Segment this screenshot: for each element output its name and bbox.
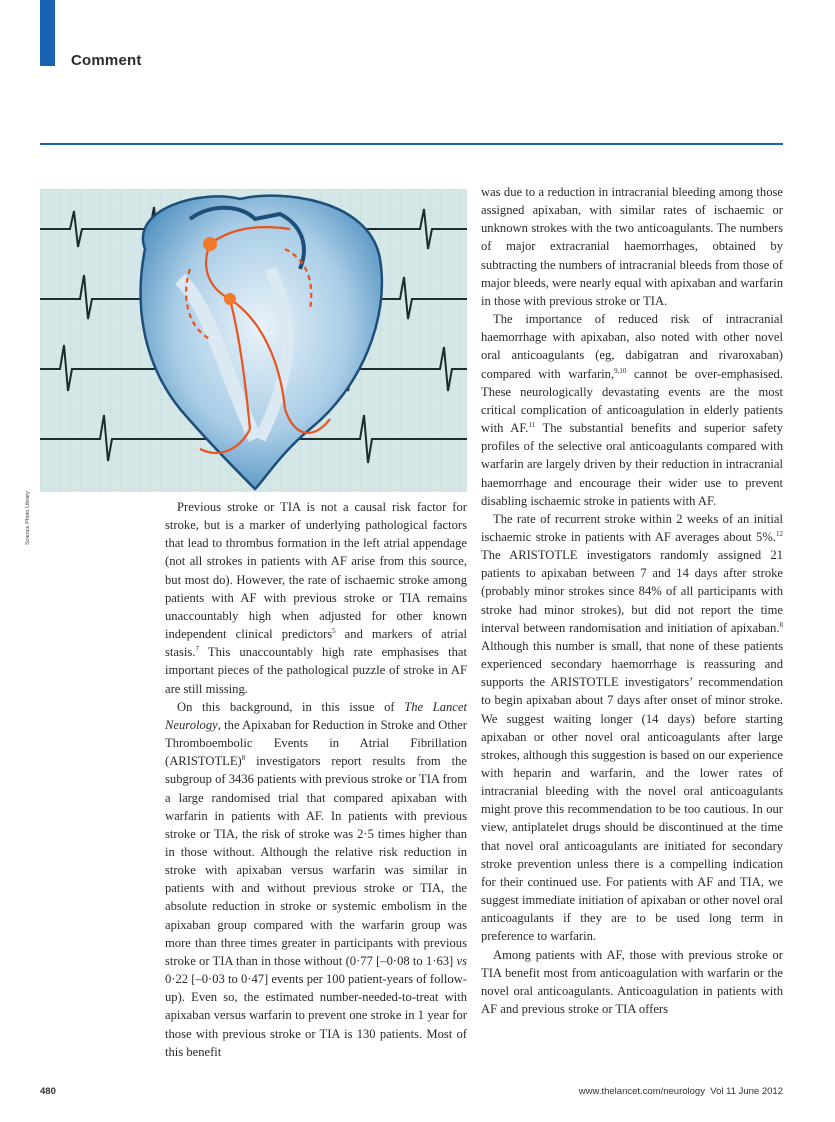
- left-column: [165, 498, 467, 1061]
- journal-footer: [579, 1086, 783, 1097]
- heart-illustration-icon: [40, 189, 467, 492]
- header-rule: [40, 143, 783, 145]
- heart-illustration: [40, 189, 467, 492]
- section-accent-bar: [40, 0, 55, 66]
- right-paragraph-2: The importance of reduced risk of intracranial haemorrhage with apixaban, also noted with other novel oral anticoagulants (eg, dabigatran and rivaroxaban) compared with warfarin,$^{9,10}$ cannot be over-emphasised. These neurologically devastating events are the most critical complication of anticoagulation in elderly patients with AF.$^{11}$ The substantial benefits and superior safety profiles of the selective oral anticoagulants compared with warfarin are largely driven by their reduction in intracranial haemorrhage and encourage their wider use to prevent disabling ischaemic stroke in patients with AF.: [481, 312, 784, 508]
- right-paragraph-3: The rate of recurrent stroke within 2 weeks of an initial ischaemic stroke in patients with AF averages about 5%.$^{12}$ The ARISTOTLE investigators randomly assigned 21 patients to apixaban between 7 and 14 days after stroke (probably minor strokes since 84% of all participants with stroke had minor strokes), but did not report the time interval between randomisation and initiation of apixaban.$^8$ Although this number is small, that none of these patients experienced secondary haemorrhage is reassuring and supports the ARISTOTLE investigators’ recommendation to begin apixaban about 7 days after onset of minor stroke. We suggest waiting longer (14 days) before starting apixaban or other novel oral anticoagulants after large strokes, although this suggestion is based on our experience with heparin and warfarin, and the lower rates of intracranial bleeding with the novel oral anticoagulants might prove this recommendation to be too cautious. In our view, antiplatelet drugs should be discontinued at the time that novel oral anticoagulants are initiated for secondary stroke prevention unless there is a compelling indication for their continued use. For patients with AF and TIA, we suggest immediate initiation of apixaban or other novel oral anticoagulants if they are to be used long term in preference to warfarin.: [481, 511, 783, 944]
- journal-issue: Vol 11 June 2012: [710, 1086, 783, 1097]
- left-paragraph-2: On this background, in this issue of The Lancet Neurology, the Apixaban for Reduction in Stroke and Other Thromboembolic Events in Atrial Fibrillation (ARISTOTLE)$^8$ investigators report results from the subgroup of 3436 patients with previous stroke or TIA from a large randomised trial that compared apixaban with warfarin in patients with AF. In patients with previous stroke or TIA, the risk of stroke was 2·5 times higher than in those without. Although the relative risk reduction in stroke with apixaban versus warfarin was similar in patients with and without previous stroke or TIA, the absolute reduction in stroke or systemic embolism in the apixaban group compared with the warfarin group was more than three times greater in participants with previous stroke or TIA than in those without (0·77 [–0·08 to 1·63] vs 0·22 [–0·03 to 0·47] events per 100 patient-years of follow-up). Even so, the estimated number-needed-to-treat with apixaban versus warfarin to prevent one stroke in 1 year for those with previous stroke or TIA is 130 patients. Most of this benefit: [165, 699, 467, 1059]
- right-paragraph-4: Among patients with AF, those with previous stroke or TIA benefit most from anticoagulation with warfarin or the novel oral anticoagulants. Anticoagulation in patients with AF and previous stroke or TIA offers: [481, 947, 783, 1017]
- right-paragraph-1: was due to a reduction in intracranial bleeding among those assigned apixaban, with similar rates of ischaemic or unknown strokes with the two anticoagulants. The numbers of major extracranial haemorrhages, obtained by subtracting the numbers of intracranial bleeds from those of major bleeds, were nearly equal with apixaban and warfarin in those with previous stroke or TIA.: [481, 185, 783, 308]
- section-title: Comment: [71, 52, 142, 69]
- journal-url: www.thelancet.com/neurology: [578, 1086, 705, 1097]
- right-column: [481, 183, 783, 1018]
- page-number: 480: [40, 1086, 56, 1097]
- left-paragraph-1: Previous stroke or TIA is not a causal risk factor for stroke, but is a marker of underlying pathological factors that lead to thrombus formation in the left atrial appendage (not all strokes in patients with AF arise from this source, but most do). However, the rate of ischaemic stroke among patients with AF with previous stroke or TIA remains unaccountably high when adjusted for other known independent clinical predictors$^5$ and markers of atrial stasis.$^7$ This unaccountably high rate emphasises that important pieces of the pathological puzzle of stroke in AF are still missing.: [165, 500, 467, 696]
- photo-credit: Science Photo Library: [25, 491, 31, 545]
